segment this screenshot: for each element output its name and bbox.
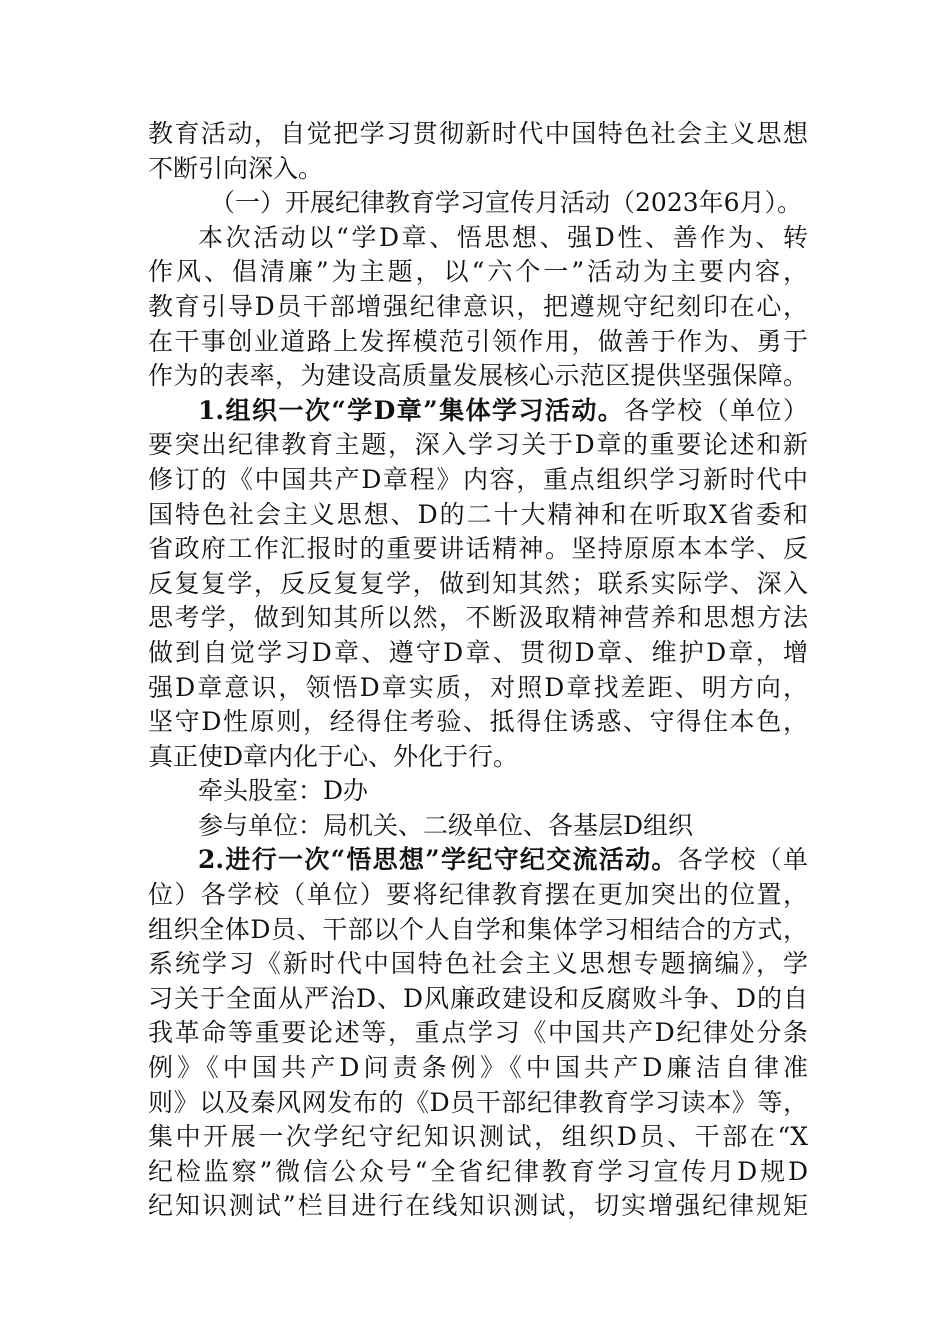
body-line: 做到自觉学习D章、遵守D章、贯彻D章、维护D章，增 (148, 637, 808, 667)
body-line: 纪检监察”微信公众号“全省纪律教育学习宣传月D规D (148, 1156, 808, 1186)
item-heading: 1.组织一次“学D章”集体学习活动。 (198, 395, 625, 425)
body-line: 则》以及秦风网发布的《D员干部纪律教育学习读本》等， (148, 1087, 808, 1117)
body-line: 作风、倡清廉”为主题，以“六个一”活动为主要内容， (148, 257, 808, 287)
body-line: 修订的《中国共产D章程》内容，重点组织学习新时代中 (148, 464, 808, 494)
body-line: 教育引导D员干部增强纪律意识，把遵规守纪刻印在心， (148, 291, 808, 321)
body-line: 习关于全面从严治D、D风廉政建设和反腐败斗争、D的自 (148, 983, 808, 1013)
body-line: 纪知识测试”栏目进行在线知识测试，切实增强纪律规矩 (148, 1191, 808, 1221)
item-heading: 2.进行一次“悟思想”学纪守纪交流活动。 (198, 845, 678, 875)
body-line: 强D章意识，领悟D章实质，对照D章找差距、明方向， (148, 672, 808, 702)
body-line: 省政府工作汇报时的重要讲话精神。坚持原原本本学、反 (148, 534, 808, 564)
section-heading: （一）开展纪律教育学习宣传月活动（2023年6月）。 (210, 188, 803, 218)
body-line: 本次活动以“学D章、悟思想、强D性、善作为、转 (198, 222, 808, 252)
body-line: 真正使D章内化于心、外化于行。 (148, 741, 519, 771)
item-text: 各学校（单 (677, 845, 808, 875)
body-line: 坚守D性原则，经得住考验、抵得住诱惑、守得住本色， (148, 707, 808, 737)
body-line: 组织全体D员、干部以个人自学和集体学习相结合的方式， (148, 914, 808, 944)
body-line: 要突出纪律教育主题，深入学习关于D章的重要论述和新 (148, 430, 808, 460)
body-line: 反复复学，反反复复学，做到知其然；联系实际学、深入 (148, 568, 808, 598)
body-line: 我革命等重要论述等，重点学习《中国共产D纪律处分条 (148, 1018, 808, 1048)
body-line: 思考学，做到知其所以然，不断汲取精神营养和思想方法 (148, 603, 808, 633)
body-line: 国特色社会主义思想、D的二十大精神和在听取X省委和 (148, 499, 808, 529)
body-line: 位）各学校（单位）要将纪律教育摆在更加突出的位置， (148, 880, 808, 910)
body-line: 在干事创业道路上发挥模范引领作用，做善于作为、勇于 (148, 326, 808, 356)
participating-units: 参与单位：局机关、二级单位、各基层D组织 (198, 810, 694, 840)
body-line: 不断引向深入。 (148, 153, 324, 183)
document-page (148, 117, 808, 1224)
item-heading-line (148, 843, 808, 878)
body-line: 教育活动，自觉把学习贯彻新时代中国特色社会主义思想 (148, 119, 808, 148)
item-heading-line (148, 394, 808, 429)
body-line: 例》《中国共产D问责条例》《中国共产D廉洁自律准 (148, 1053, 808, 1083)
body-line: 作为的表率，为建设高质量发展核心示范区提供坚强保障。 (148, 361, 808, 391)
lead-office: 牵头股室：D办 (198, 776, 369, 806)
item-text: 各学校（单位） (624, 395, 808, 425)
body-line: 系统学习《新时代中国特色社会主义思想专题摘编》，学 (148, 949, 808, 979)
body-line: 集中开展一次学纪守纪知识测试，组织D员、干部在“X (148, 1122, 808, 1152)
